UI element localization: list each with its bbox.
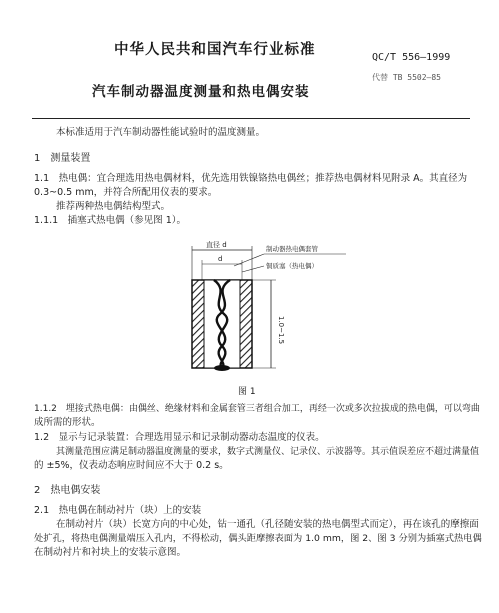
figure-1-caption: 图 1 xyxy=(238,387,256,397)
junction-point xyxy=(214,365,230,371)
para-1-1-2-line-1: 1.1.2 埋接式热电偶：由偶丝、绝缘材料和金属套管三者组合加工，再经一次或多次拉拔成的热电偶，可以弯曲 xyxy=(34,404,480,414)
standard-header-title: 中华人民共和国汽车行业标准 xyxy=(114,42,316,58)
section-1-heading: 1 测量装置 xyxy=(34,153,91,164)
replaces-note: 代替 TB 5502—85 xyxy=(372,73,441,82)
para-1-2-line-3: 的 ±5%，仪表动态响应时间应不大于 0.2 s。 xyxy=(34,460,229,471)
figure-1-diagram xyxy=(150,236,350,386)
figure-label-width: 直径 d xyxy=(206,241,227,249)
para-1-1-line-3: 推荐两种热电偶结构型式。 xyxy=(56,201,171,212)
header-rule xyxy=(32,118,470,119)
para-1-2-line-1: 1.2 显示与记录装置：合理选用显示和记录制动器动态温度的仪表。 xyxy=(34,432,325,443)
scope-paragraph: 本标准适用于汽车制动器性能试验时的温度测量。 xyxy=(56,127,266,138)
standard-code: QC/T 556—1999 xyxy=(372,52,451,63)
para-2-1-line-2: 处扩孔，将热电偶测量端压入孔内，不得松动，偶头距摩擦表面为 1.0 mm，图 2、图 3 分别为插塞式热电偶 xyxy=(34,533,482,544)
figure-label-height: 1.0~1.5 xyxy=(277,316,285,345)
document-title: 汽车制动器温度测量和热电偶安装 xyxy=(92,84,310,100)
section-2-heading: 2 热电偶安装 xyxy=(34,485,101,496)
figure-callout-2: 铜质塞（热电偶） xyxy=(266,262,318,270)
para-2-1-line-3: 在制动衬片和衬块上的安装示意图。 xyxy=(34,547,187,558)
para-1-1-line-2: 0.3~0.5 mm，并符合所配用仪表的要求。 xyxy=(34,187,218,198)
para-2-1-line-1: 在制动衬片（块）长宽方向的中心处，钻一通孔（孔径随安装的热电偶型式而定），再在该孔的摩擦面 xyxy=(56,519,479,530)
para-1-2-line-2: 其测量范围应满足制动器温度测量的要求，数字式测量仪、记录仪、示波器等。其示值误差应不超过满量值 xyxy=(56,447,480,457)
figure-callout-1: 制动器热电偶套管 xyxy=(266,245,318,253)
para-1-1-2-line-2: 成所需的形状。 xyxy=(34,417,101,428)
para-1-1-line-1: 1.1 热电偶：宜合理选用热电偶材料，优先选用铁镍铬热电偶丝；推荐热电偶材料见附录 A。其直径为 xyxy=(34,173,468,184)
para-2-1-heading: 2.1 热电偶在制动衬片（块）上的安装 xyxy=(34,505,202,516)
figure-label-inner: d xyxy=(218,255,223,263)
para-1-1-1: 1.1.1 插塞式热电偶（参见图 1）。 xyxy=(34,215,186,226)
